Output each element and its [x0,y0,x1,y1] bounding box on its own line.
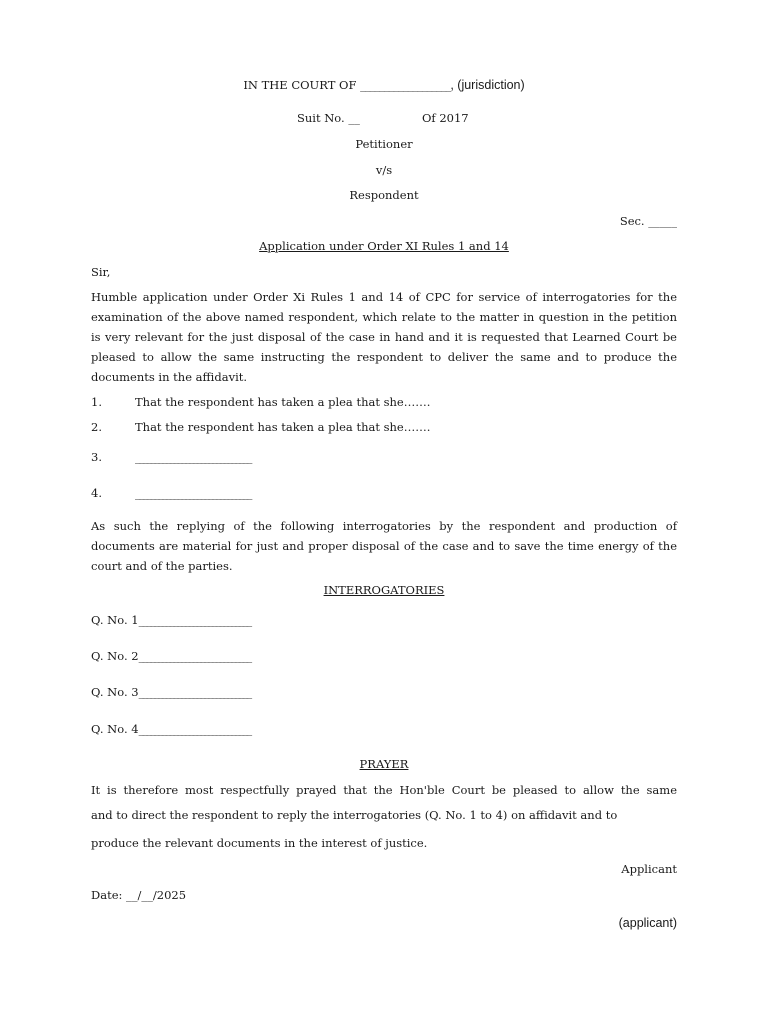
question-1 [91,613,250,628]
intro-paragraph: Humble application under Order Xi Rules 1 and 14 of CPC for service of interrogatories for the examination of the above named respondent, which relate to the matter in question in the petition is very relevant for the just disposal of the case in hand and it is requested that Learned Court be pleased to allow the same instructing the respondent to deliver the same and to produce the documents in the affidavit. [91,290,677,384]
question-1-blank: _____________________________ [138,613,251,627]
petitioner-label: Petitioner [355,137,413,151]
question-3-blank: _____________________________ [138,685,251,699]
application-title [0,239,768,254]
question-2-blank: _____________________________ [138,649,251,663]
court-heading [0,78,768,93]
point-3-number: 3. [91,450,102,464]
court-blank: ___________________ [360,78,451,92]
prayer-line-1: It is therefore most respectfully prayed that the Hon'ble Court be pleased to allow the same [91,783,677,797]
material-paragraph: As such the replying of the following interrogatories by the respondent and production of documents are material for just and proper disposal of the case and to save the time energy of the court and of the parties. [91,519,677,573]
suit-year: Of 2017 [422,111,469,125]
prayer-line-3: produce the relevant documents in the interest of justice. [91,836,428,850]
question-3 [91,685,250,700]
question-4-blank: _____________________________ [138,722,251,736]
question-2-label: Q. No. 2 [91,649,139,663]
date-field: Date: __/__/2025 [91,888,187,902]
point-4-blank: ______________________________ [135,486,251,500]
question-2 [91,649,250,664]
court-prefix: IN THE COURT OF [243,78,357,92]
versus-label: v/s [375,163,393,177]
section-label: Sec. _____ [619,214,677,228]
interrogatories-heading: INTERROGATORIES [323,583,445,597]
question-4 [91,722,250,737]
jurisdiction-label: , (jurisdiction) [450,78,525,92]
application-title-text: Application under Order XI Rules 1 and 14 [259,239,509,253]
point-3-blank: ______________________________ [135,450,251,464]
point-4-number: 4. [91,486,102,500]
point-1-number: 1. [91,395,102,409]
applicant-label: Applicant [621,862,677,876]
point-2-text: That the respondent has taken a plea that she……. [135,420,431,434]
question-3-label: Q. No. 3 [91,685,139,699]
prayer-heading: PRAYER [359,757,409,771]
applicant-signature: (applicant) [618,916,677,930]
respondent-label: Respondent [349,188,419,202]
question-1-label: Q. No. 1 [91,613,139,627]
point-1-text: That the respondent has taken a plea that she……. [135,395,431,409]
interrogatories-heading-wrap [0,583,768,598]
prayer-line-2: and to direct the respondent to reply the interrogatories (Q. No. 1 to 4) on affidavit and to [91,808,618,822]
salutation: Sir, [91,265,111,279]
prayer-heading-wrap [0,757,768,772]
question-4-label: Q. No. 4 [91,722,139,736]
suit-number: Suit No. __ [297,111,360,125]
point-2-number: 2. [91,420,102,434]
